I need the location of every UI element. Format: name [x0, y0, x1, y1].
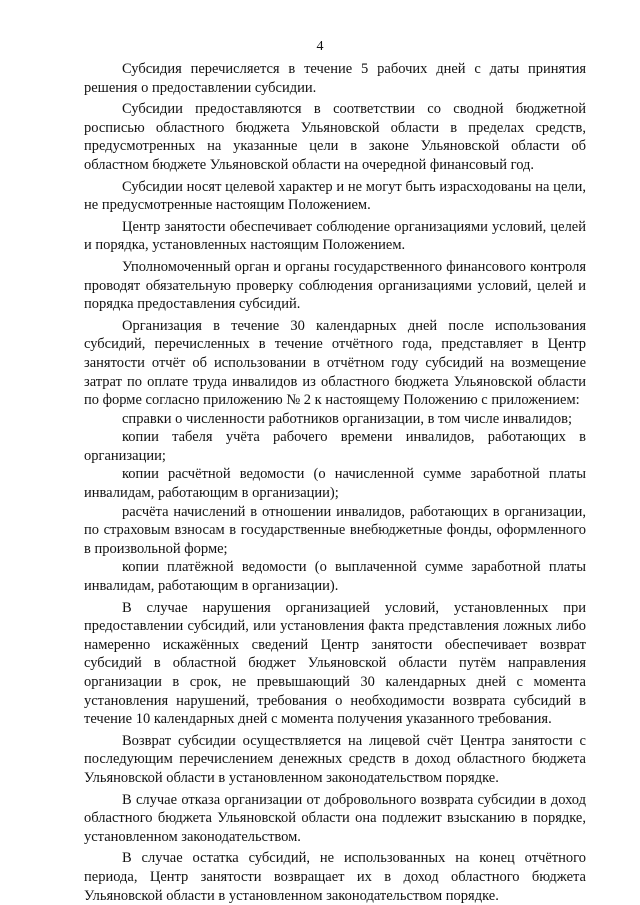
list-item-insurance-calculation: расчёта начислений в отношении инвалидов, работающих в организации, по страховым взносам в государственные внебюджетные фонды, оформленного в произвольной форме;	[84, 503, 586, 557]
list-item-payroll-statement: копии расчётной ведомости (о начисленной сумме заработной платы инвалидам, работающим в организации);	[84, 466, 586, 502]
paragraph-unused-balance: В случае остатка субсидий, не использованных на конец отчётного периода, Центр занятости возвращает их в доход областного бюджета Ульяновской области в установленном законодательством порядке.	[84, 850, 586, 904]
document-body	[84, 60, 586, 905]
list-item-employee-count: справки о численности работников организации, в том числе инвалидов;	[122, 410, 572, 427]
paragraph-mandatory-inspection: Уполномоченный орган и органы государственного финансового контроля проводят обязательную проверку соблюдения организациями условий, целей и порядка предоставления субсидий.	[84, 258, 586, 313]
paragraph-targeted-use: Субсидии носят целевой характер и не могут быть израсходованы на цели, не предусмотренные настоящим Положением.	[84, 178, 586, 214]
paragraph-violation-refund: В случае нарушения организацией условий, установленных при предоставлении субсидий, или установления факта представления ложных либо намеренно искажённых сведений Центр занятости обеспечивает возврат субсидий в областной бюджет Ульяновской области путём направления организации в срок, не превышающий 30 календарных дней с момента установления нарушений, требования о необходимости возврата субсидий в течение 10 календарных дней с момента получения указанного требования.	[84, 599, 586, 728]
paragraph-budget-allocation: Субсидии предоставляются в соответствии со сводной бюджетной росписью областного бюджета Ульяновской области в пределах средств, предусмотренных на указанные цели в законе Ульяновской области об областном бюджете Ульяновской области на очередной финансовый год.	[84, 101, 586, 173]
paragraph-transfer-period: Субсидия перечисляется в течение 5 рабочих дней с даты принятия решения о предоставлении субсидии.	[84, 61, 586, 96]
paragraph-report-submission: Организация в течение 30 календарных дней после использования субсидий, перечисленных в течение отчётного года, представляет в Центр занятости отчёт об использовании в отчётном году субсидий на возмещение затрат по оплате труда инвалидов из областного бюджета Ульяновской области по форме согласно приложению № 2 к настоящему Положению с приложением:	[84, 317, 586, 409]
list-item-payment-statement: копии платёжной ведомости (о выплаченной сумме заработной платы инвалидам, работающим в организации).	[84, 559, 586, 595]
paragraph-refusal-recovery: В случае отказа организации от добровольного возврата субсидии в доход областного бюджета Ульяновской области она подлежит взысканию в порядке, установленном законодательством.	[84, 791, 586, 845]
paragraph-employment-center-compliance: Центр занятости обеспечивает соблюдение организациями условий, целей и порядка, установленных настоящим Положением.	[84, 218, 586, 254]
paragraph-refund-procedure: Возврат субсидии осуществляется на лицевой счёт Центра занятости с последующим перечислением денежных средств в доход областного бюджета Ульяновской области в установленном законодательством порядке.	[84, 732, 586, 786]
page-number: 4	[316, 39, 324, 54]
list-item-timesheet-copy: копии табеля учёта рабочего времени инвалидов, работающих в организации;	[84, 429, 586, 464]
